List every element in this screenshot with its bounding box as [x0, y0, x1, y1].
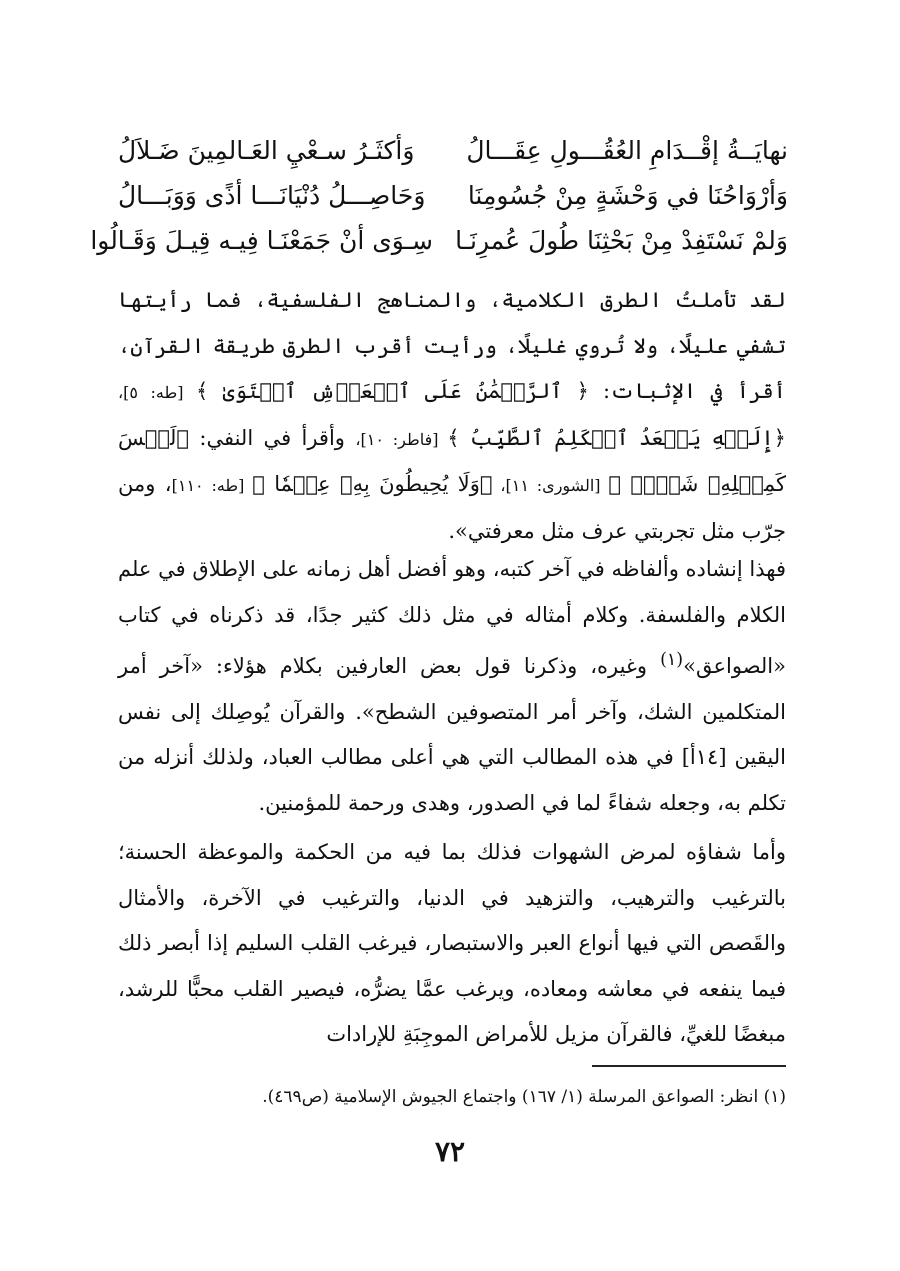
poem-hemistich-second: وَأكثَـرُ سـعْيِ العَـالمِينَ ضَـلاَلُ — [118, 136, 415, 165]
verse-reference: [طه: ١١٠] — [171, 476, 253, 495]
quran-verse: ﴿إِلَيۡهِ يَصۡعَدُ ٱلۡكَلِمُ ٱلطَّيِّبُ ﴾ — [447, 425, 786, 450]
poem-hemistich-first: وَأرْوَاحُنَا في وَحْشَةٍ مِنْ جُسُومِنَا — [467, 181, 788, 210]
poem — [90, 128, 788, 263]
poem-line — [90, 218, 788, 263]
poem-hemistich-second: وَحَاصِـــلُ دُنْيَانَـــا أذًى وَوَبَـــالُ — [118, 181, 426, 210]
paragraph-text: وأقرأ في النفي: — [188, 425, 356, 450]
poem-line — [118, 128, 788, 173]
paragraph-text: وأما شفاؤه لمرض الشهوات فذلك بما فيه من الحكمة والموعظة الحسنة؛ بالترغيب والترهيب، والتزهيد في الدنيا، والترغيب في الآخرة، والأمثال والقَصص التي فيها أنواع العبر والاستبصار، فيرغب القلب السليم إذا أبصر ذلك فيما ينفعه في معاشه ومعاده، ويرغب عمَّا يضرُّه، فيصير القلب محبًّا للرشد، مبغضًا للغيِّ، فالقرآن مزيل للأمراض الموجِبَةِ للإرادات — [118, 840, 786, 1046]
footnote: (١) انظر: الصواعق المرسلة (١/ ١٦٧) واجتماع الجيوش الإسلامية (ص٤٦٩). — [262, 1087, 786, 1107]
paragraph-text: وغيره، وذكرنا قول بعض العارفين بكلام هؤلاء: «آخر أمر المتكلمين الشك، وآخر أمر المتصوفين الشطح». والقرآن يُوصِلك إلى نفس اليقين [١٤أ] في هذه المطالب التي هي أعلى مطالب العباد، ولذلك أنزله من تكلم به، وجعله شفاءً لما في الصدور، وهدى ورحمة للمؤمنين. — [118, 654, 786, 815]
quran-verse: ﴿ ٱلرَّحۡمَٰنُ عَلَى ٱلۡعَرۡشِ ٱسۡتَوَىٰ ﴾ — [196, 379, 589, 403]
paragraph-shahawat — [118, 830, 786, 1058]
verse-reference: [فاطر: ١٠]، — [355, 429, 448, 449]
poem-hemistich-first: نهايَــةُ إقْــدَامِ العُقُـــولِ عِقَـــالُ — [466, 136, 788, 165]
paragraph-text: فهذا إنشاده وألفاظه في آخر كتبه، وهو أفضل أهل زمانه على الإطلاق في علم الكلام والفلسفة. وكلام أمثاله في مثل ذلك كثير جدًا، قد ذكرناه في كتاب «الصواعق» — [118, 557, 786, 678]
poem-line — [118, 173, 788, 218]
verse-reference: [طه: ٥]، — [118, 383, 197, 402]
quran-verse: ﴿لَيۡسَ كَمِثۡلِهِۦ شَيۡءٞ ﴾ — [118, 425, 786, 496]
verse-reference: [الشورى: ١١]، — [492, 476, 609, 495]
poem-hemistich-second: سِـوَى أنْ جَمَعْنَـا فِيـه قِيـلَ وَقَـالُوا — [90, 226, 433, 255]
paragraph-text: لقد تأملتُ الطرق الكلامية، والمناهج الفلسفية، فما رأيتها تشفي عليلًا، ولا تُروي غليلًا، ورأيت أقرب الطرق طريقة القرآن، أقرأ في الإثبات: — [118, 288, 786, 403]
paragraph-sawaiq — [118, 547, 786, 826]
paragraph-text: ، ومن جرّب مثل تجربتي عرف مثل معرفتي». — [118, 472, 786, 543]
paragraph-quran-method — [118, 278, 786, 554]
footnote-divider — [592, 1065, 786, 1067]
poem-hemistich-first: وَلمْ نَسْتَفِدْ مِنْ بَحْثِنَا طُولَ عُمرِنَـا — [455, 226, 788, 255]
quran-verse: ﴿وَلَا يُحِيطُونَ بِهِۦ عِلۡمٗا ﴾ — [252, 472, 493, 496]
page-number: ٧٢ — [434, 1135, 466, 1168]
footnote-marker[interactable]: (١) — [660, 650, 684, 670]
